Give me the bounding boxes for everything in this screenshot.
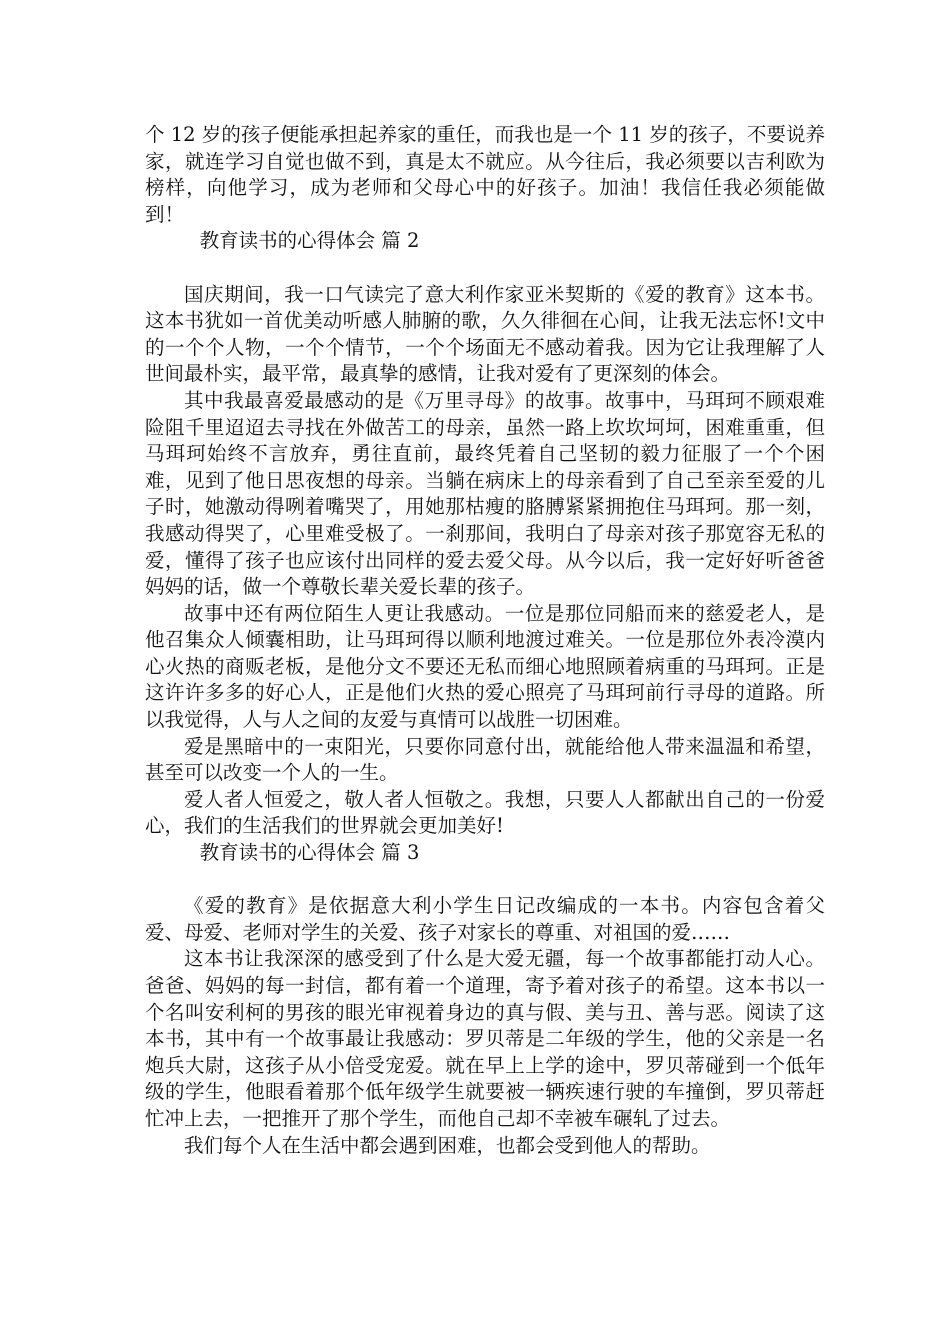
blank-line bbox=[145, 867, 825, 894]
document-body bbox=[145, 122, 825, 1159]
paragraph: 这本书让我深深的感受到了什么是大爱无疆，每一个故事都能打动人心。爸爸、妈妈的每一封信，都有着一个道理，寄予着对孩子的希望。这本书以一个名叫安利柯的男孩的眼光审视着身边的真与假、美与丑、善与恶。阅读了这本书，其中有一个故事最让我感动：罗贝蒂是二年级的学生，他的父亲是一名炮兵大尉，这孩子从小倍受宠爱。就在早上上学的途中，罗贝蒂碰到一个低年级的学生，他眼看着那个低年级学生就要被一辆疾速行驶的车撞倒，罗贝蒂赶忙冲上去，一把推开了那个学生，而他自己却不幸被车碾轧了过去。 bbox=[145, 947, 825, 1130]
paragraph-continuation: 个 12 岁的孩子便能承担起养家的重任，而我也是一个 11 岁的孩子，不要说养家，就连学习自觉也做不到，真是太不就应。从今往后，我必须要以吉利欧为榜样，向他学习，成为老师和父母心中的好孩子。加油！我信任我必须能做到！ bbox=[145, 123, 825, 226]
paragraph: 故事中还有两位陌生人更让我感动。一位是那位同船而来的慈爱老人，是他召集众人倾囊相助，让马珥珂得以顺利地渡过难关。一位是那位外表冷漠内心火热的商贩老板，是他分文不要还无私而细心地照顾着病重的马珥珂。正是这许许多多的好心人，正是他们火热的爱心照亮了马珥珂前行寻母的道路。所以我觉得，人与人之间的友爱与真情可以战胜一切困难。 bbox=[145, 601, 825, 732]
paragraph: 《爱的教育》是依据意大利小学生日记改编成的一本书。内容包含着父爱、母爱、老师对学生的关爱、孩子对家长的尊重、对祖国的爱…… bbox=[145, 894, 825, 944]
paragraph: 爱是黑暗中的一束阳光，只要你同意付出，就能给他人带来温温和希望，甚至可以改变一个人的一生。 bbox=[145, 734, 825, 785]
section-heading-2: 教育读书的心得体会 篇 2 bbox=[199, 229, 420, 253]
blank-line bbox=[145, 255, 825, 282]
paragraph: 其中我最喜爱最感动的是《万里寻母》的故事。故事中，马珥珂不顾艰难险阻千里迢迢去寻找在外做苦工的母亲，虽然一路上坎坎坷坷，困难重重，但马珥珂始终不言放弃，勇往直前，最终凭着自己坚韧的毅力征服了一个个困难，见到了他日思夜想的母亲。当躺在病床上的母亲看到了自己至亲至爱的儿子时，她激动得咧着嘴哭了，用她那枯瘦的胳膊紧紧拥抱住马珥珂。那一刻，我感动得哭了，心里难受极了。一刹那间，我明白了母亲对孩子那宽容无私的爱，懂得了孩子也应该付出同样的爱去爱父母。从今以后，我一定好好听爸爸妈妈的话，做一个尊敬长辈关爱长辈的孩子。 bbox=[145, 388, 825, 599]
paragraph: 国庆期间，我一口气读完了意大利作家亚米契斯的《爱的教育》这本书。这本书犹如一首优美动听感人肺腑的歌，久久徘徊在心间，让我无法忘怀!文中的一个个人物，一个个情节，一个个场面无不感动着我。因为它让我理解了人世间最朴实，最平常，最真挚的感情，让我对爱有了更深刻的体会。 bbox=[145, 282, 825, 386]
paragraph: 我们每个人在生活中都会遇到困难，也都会受到他人的帮助。 bbox=[184, 1133, 711, 1157]
paragraph: 爱人者人恒爱之，敬人者人恒敬之。我想，只要人人都献出自己的一份爱心，我们的生活我们的世界就会更加美好! bbox=[145, 787, 825, 838]
section-heading-3: 教育读书的心得体会 篇 3 bbox=[199, 841, 420, 865]
